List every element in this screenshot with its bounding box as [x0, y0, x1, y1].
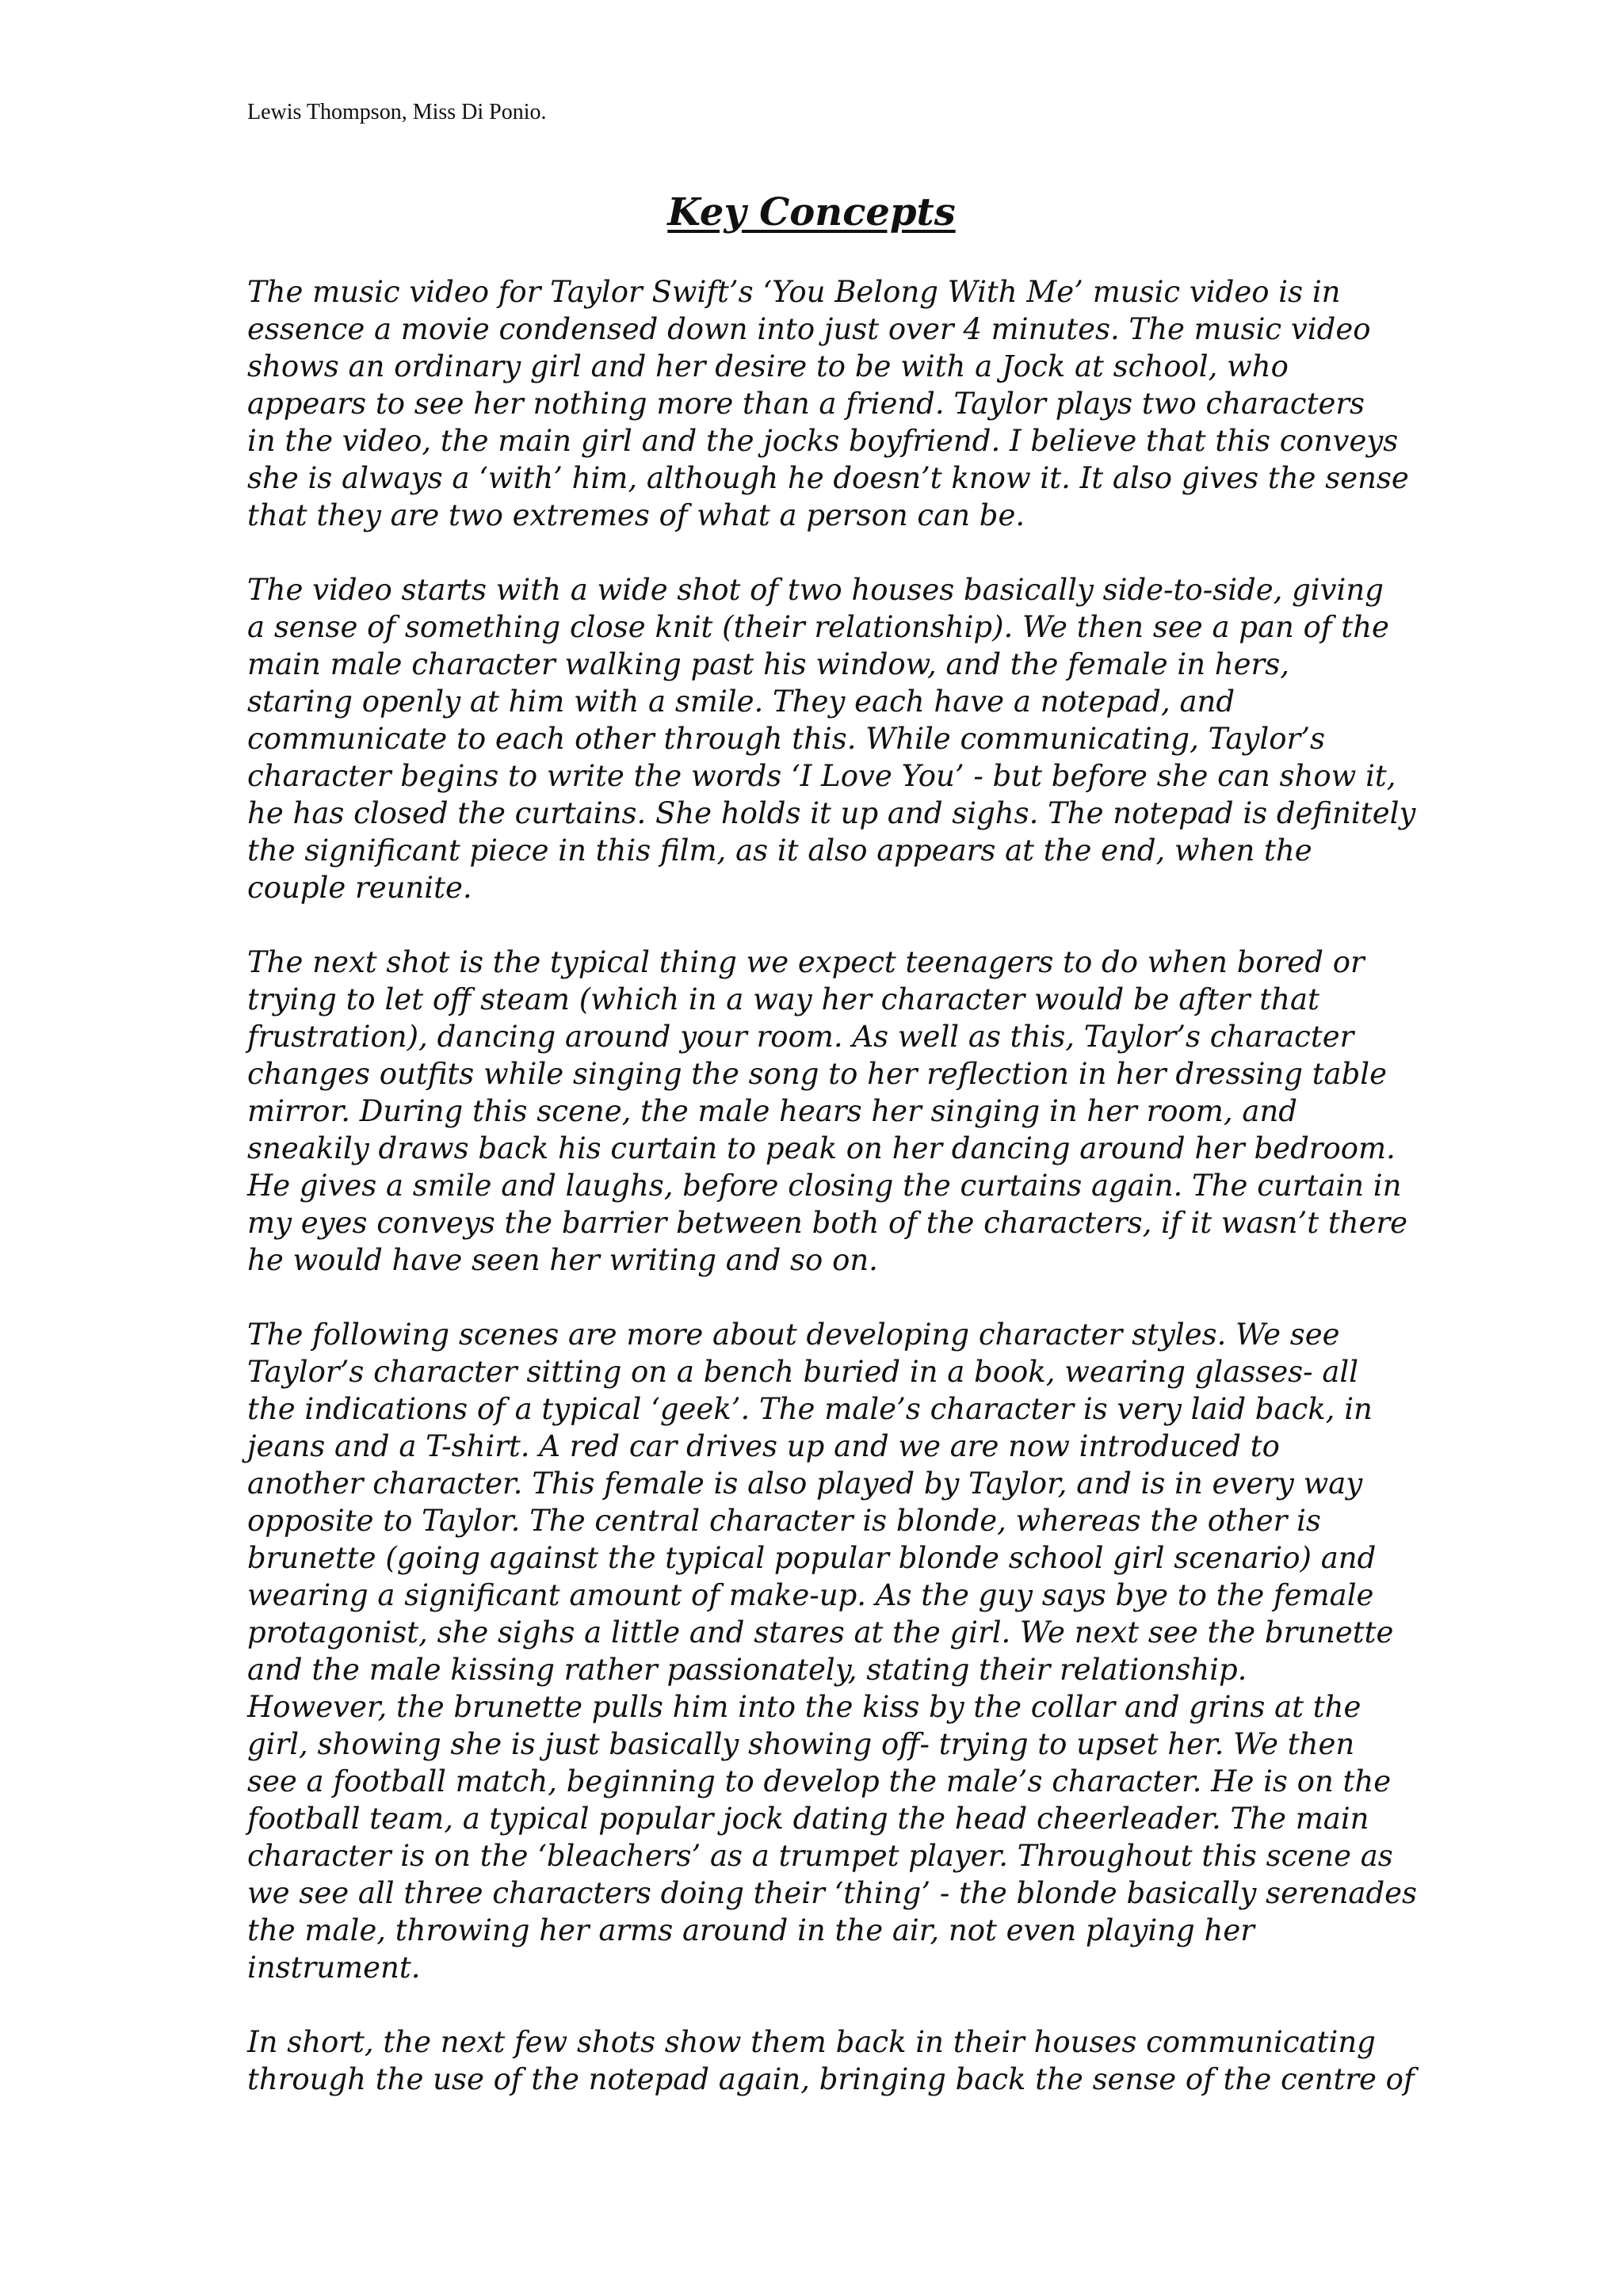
- paragraph-2: [247, 571, 1416, 906]
- text-line: girl, showing she is just basically showing off- trying to upset her. We then: [247, 1727, 1355, 1761]
- text-line: opposite to Taylor. The central character is blonde, whereas the other is: [247, 1504, 1321, 1538]
- text-line: we see all three characters doing their ‘thing’ - the blonde basically serenades: [247, 1876, 1418, 1910]
- text-line: brunette (going against the typical popular blonde school girl scenario) and: [247, 1541, 1377, 1575]
- paragraph-4: [247, 1316, 1418, 1986]
- paragraph-1: [247, 273, 1409, 534]
- text-line: sneakily draws back his curtain to peak on her dancing around her bedroom.: [247, 1131, 1396, 1165]
- text-line: The video starts with a wide shot of two houses basically side-to-side, giving: [247, 573, 1384, 607]
- text-line: she is always a ‘with’ him, although he doesn’t know it. It also gives the sense: [247, 461, 1409, 495]
- text-line: football team, a typical popular jock dating the head cheerleader. The main: [247, 1802, 1369, 1836]
- text-line: my eyes conveys the barrier between both of the characters, if it wasn’t there: [247, 1206, 1408, 1240]
- author-header: Lewis Thompson, Miss Di Ponio.: [247, 100, 547, 124]
- text-line: communicate to each other through this. While communicating, Taylor’s: [247, 722, 1325, 756]
- text-line: through the use of the notepad again, bringing back the sense of the centre of: [247, 2062, 1415, 2096]
- text-line: see a football match, beginning to develop the male’s character. He is on the: [247, 1764, 1392, 1798]
- text-line: jeans and a T-shirt. A red car drives up and we are now introduced to: [247, 1429, 1280, 1463]
- text-line: trying to let off steam (which in a way her character would be after that: [247, 982, 1319, 1016]
- text-line: In short, the next few shots show them back in their houses communicating: [247, 2025, 1376, 2059]
- text-line: shows an ordinary girl and her desire to be with a Jock at school, who: [247, 349, 1289, 383]
- text-line: protagonist, she sighs a little and stares at the girl. We next see the brunette: [247, 1615, 1394, 1650]
- text-line: that they are two extremes of what a person can be.: [247, 498, 1025, 532]
- document-title: Key Concepts: [667, 190, 956, 235]
- paragraph-5: [247, 2023, 1415, 2098]
- text-line: essence a movie condensed down into just over 4 minutes. The music video: [247, 312, 1371, 346]
- text-line: staring openly at him with a smile. They each have a notepad, and: [247, 685, 1235, 719]
- text-line: character begins to write the words ‘I Love You’ - but before she can show it,: [247, 759, 1396, 793]
- text-line: wearing a significant amount of make-up. As the guy says bye to the female: [247, 1578, 1374, 1612]
- text-line: However, the brunette pulls him into the kiss by the collar and grins at the: [247, 1690, 1361, 1724]
- text-line: the significant piece in this film, as it also appears at the end, when the: [247, 833, 1312, 868]
- text-line: frustration), dancing around your room. As well as this, Taylor’s character: [247, 1020, 1354, 1054]
- text-line: the male, throwing her arms around in the air, not even playing her: [247, 1913, 1254, 1947]
- document-body: [247, 273, 1418, 2135]
- text-line: He gives a smile and laughs, before closing the curtains again. The curtain in: [247, 1169, 1402, 1203]
- text-line: instrument.: [247, 1951, 421, 1985]
- text-line: another character. This female is also played by Taylor, and is in every way: [247, 1466, 1363, 1501]
- paragraph-3: [247, 944, 1408, 1279]
- text-line: The following scenes are more about developing character styles. We see: [247, 1318, 1340, 1352]
- text-line: main male character walking past his window, and the female in hers,: [247, 647, 1289, 681]
- text-line: a sense of something close knit (their relationship). We then see a pan of the: [247, 610, 1389, 644]
- text-line: in the video, the main girl and the jocks boyfriend. I believe that this conveys: [247, 424, 1399, 458]
- text-line: character is on the ‘bleachers’ as a trumpet player. Throughout this scene as: [247, 1839, 1393, 1873]
- text-line: changes outfits while singing the song to her reflection in her dressing table: [247, 1057, 1388, 1091]
- text-line: he has closed the curtains. She holds it up and sighs. The notepad is definitely: [247, 796, 1416, 830]
- text-line: The music video for Taylor Swift’s ‘You Belong With Me’ music video is in: [247, 275, 1341, 309]
- text-line: mirror. During this scene, the male hears her singing in her room, and: [247, 1094, 1297, 1128]
- text-line: appears to see her nothing more than a friend. Taylor plays two characters: [247, 387, 1365, 421]
- text-line: and the male kissing rather passionately, stating their relationship.: [247, 1653, 1247, 1687]
- text-line: he would have seen her writing and so on.: [247, 1243, 878, 1277]
- text-line: the indications of a typical ‘geek’. The male’s character is very laid back, in: [247, 1392, 1373, 1426]
- text-line: Taylor’s character sitting on a bench buried in a book, wearing glasses- all: [247, 1355, 1359, 1389]
- text-line: The next shot is the typical thing we expect teenagers to do when bored or: [247, 945, 1365, 979]
- text-line: couple reunite.: [247, 871, 472, 905]
